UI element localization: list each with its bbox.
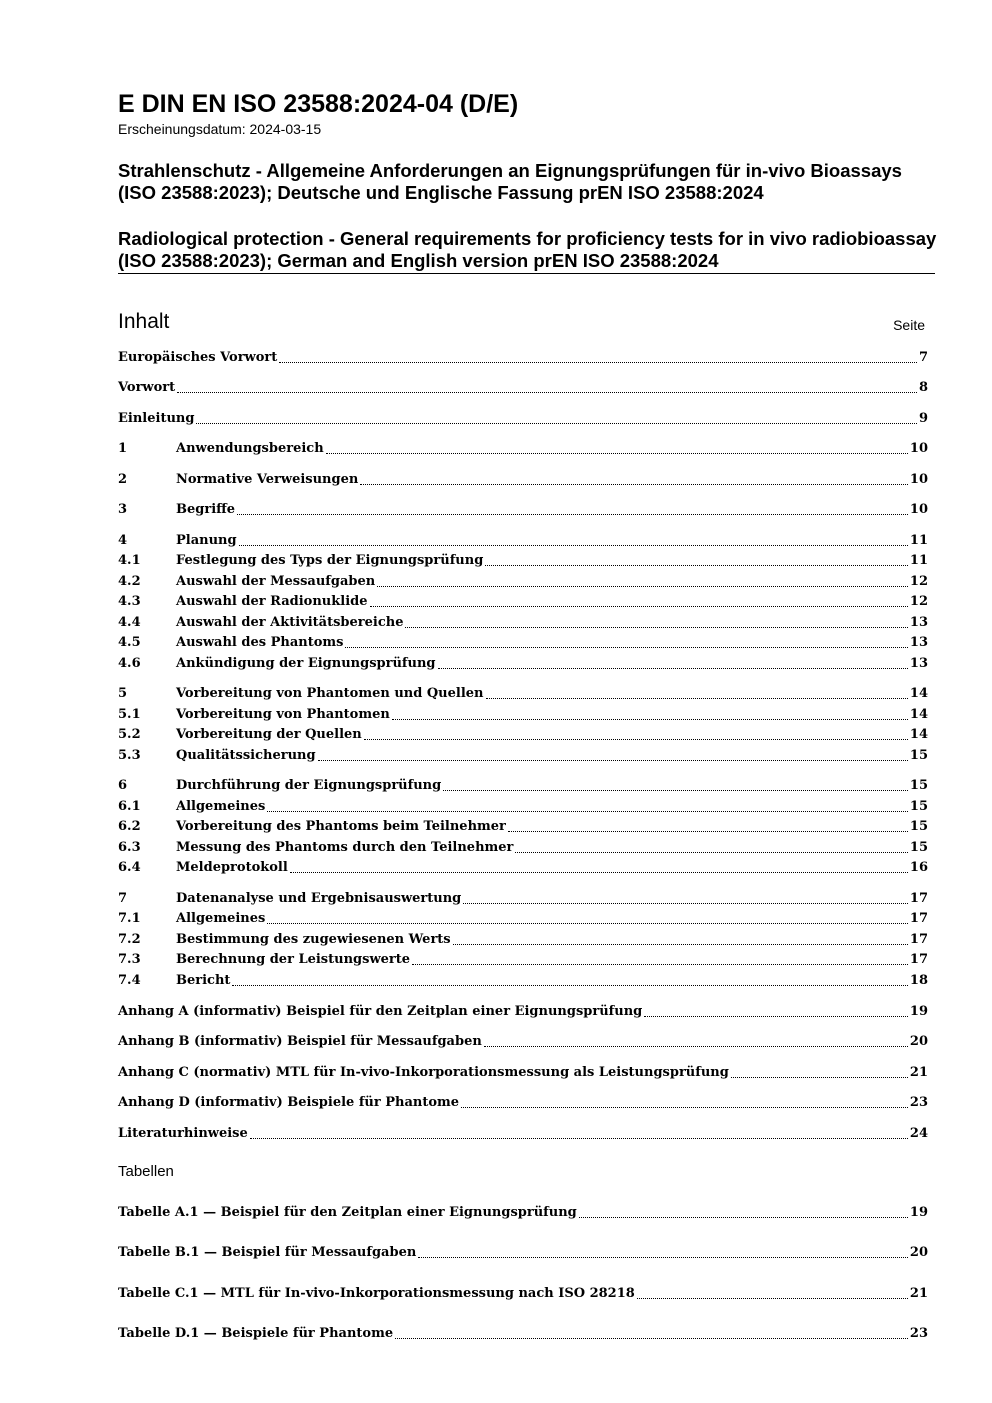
dot-leader: [377, 586, 908, 587]
toc-entry[interactable]: [118, 888, 928, 908]
toc-entry[interactable]: [118, 949, 928, 969]
toc-entry[interactable]: [118, 571, 928, 591]
entry-page: 17: [909, 932, 928, 947]
german-title: Strahlenschutz - Allgemeine Anforderungen an Eignungsprüfungen für in-vivo Bioassays (ISO 23588:2023); Deutsche und Englische Fassung prEN ISO 23588:2024: [118, 160, 902, 203]
toc-entry[interactable]: [118, 1092, 928, 1112]
dot-leader: [345, 647, 907, 648]
dot-leader: [412, 964, 908, 965]
entry-number: 1: [118, 441, 128, 456]
entry-title: Vorbereitung von Phantomen und Quellen: [176, 686, 484, 701]
entry-number: 7.4: [118, 973, 141, 988]
dot-leader: [370, 606, 908, 607]
entry-page: 12: [909, 594, 928, 609]
entry-title: Durchführung der Eignungsprüfung: [176, 778, 442, 793]
toc-entry[interactable]: [118, 653, 928, 673]
entry-page: 12: [909, 574, 928, 589]
entry-page: 15: [909, 840, 928, 855]
entry-page: 13: [909, 635, 928, 650]
entry-title: Ankündigung der Eignungsprüfung: [176, 656, 436, 671]
dot-leader: [484, 1046, 908, 1047]
entry-page: 14: [909, 727, 928, 742]
publication-date: Erscheinungsdatum: 2024-03-15: [118, 121, 322, 137]
dot-leader: [418, 1257, 908, 1258]
entry-page: 19: [909, 1004, 928, 1019]
dot-leader: [250, 1138, 908, 1139]
entry-title: Vorbereitung des Phantoms beim Teilnehmer: [176, 819, 506, 834]
entry-number: 4.2: [118, 574, 141, 589]
entry-page: 14: [909, 686, 928, 701]
entry-number: 6.3: [118, 840, 141, 855]
dot-leader: [177, 392, 917, 393]
entry-title: Anwendungsbereich: [176, 441, 324, 456]
entry-title: Vorwort: [118, 380, 176, 395]
dot-leader: [515, 852, 908, 853]
entry-title: Datenanalyse und Ergebnisauswertung: [176, 891, 462, 906]
entry-title: Berechnung der Leistungswerte: [176, 952, 411, 967]
entry-title: Normative Verweisungen: [176, 472, 359, 487]
toc-entry[interactable]: [118, 550, 928, 570]
toc-entry[interactable]: [118, 1031, 928, 1051]
dot-leader: [443, 790, 908, 791]
entry-page: 20: [909, 1034, 928, 1049]
entry-page: 11: [909, 553, 928, 568]
document-title: E DIN EN ISO 23588:2024-04 (D/E): [118, 90, 519, 118]
toc-entry[interactable]: [118, 796, 928, 816]
toc-entry[interactable]: [118, 1123, 928, 1143]
toc-entry[interactable]: [118, 724, 928, 744]
entry-page: 20: [909, 1245, 928, 1260]
entry-page: 23: [909, 1326, 928, 1341]
toc-entry[interactable]: [118, 857, 928, 877]
entry-number: 2: [118, 472, 128, 487]
dot-leader: [644, 1016, 908, 1017]
toc-entry[interactable]: [118, 438, 928, 458]
entry-page: 15: [909, 748, 928, 763]
entry-title: Bestimmung des zugewiesenen Werts: [176, 932, 451, 947]
dot-leader: [267, 811, 908, 812]
entry-number: 4: [118, 533, 128, 548]
entry-page: 15: [909, 778, 928, 793]
toc-entry[interactable]: [118, 347, 928, 367]
entry-page: 13: [909, 615, 928, 630]
entry-page: 10: [909, 502, 928, 517]
dot-leader: [637, 1298, 908, 1299]
dot-leader: [579, 1217, 908, 1218]
entry-page: 23: [909, 1095, 928, 1110]
dot-leader: [508, 831, 908, 832]
entry-number: 5.3: [118, 748, 141, 763]
entry-page: 10: [909, 441, 928, 456]
entry-title: Anhang C (normativ) MTL für In-vivo-Inkorporationsmessung als Leistungsprüfung: [118, 1065, 729, 1080]
dot-leader: [453, 944, 908, 945]
entry-title: Tabelle C.1 — MTL für In-vivo-Inkorporationsmessung nach ISO 28218: [118, 1286, 635, 1301]
entry-title: Auswahl der Messaufgaben: [176, 574, 376, 589]
entry-number: 4.5: [118, 635, 141, 650]
entry-number: 5: [118, 686, 128, 701]
tables-heading: Tabellen: [118, 1163, 174, 1180]
entry-title: Anhang B (informativ) Beispiel für Messaufgaben: [118, 1034, 482, 1049]
entry-number: 6.4: [118, 860, 141, 875]
entry-page: 17: [909, 952, 928, 967]
toc-entry[interactable]: [118, 683, 928, 703]
entry-number: 7.3: [118, 952, 141, 967]
toc-page-label: Seite: [893, 317, 925, 333]
toc-heading: Inhalt: [118, 310, 170, 333]
dot-leader: [364, 739, 908, 740]
toc-entry[interactable]: [118, 530, 928, 550]
entry-number: 5.1: [118, 707, 141, 722]
entry-page: 17: [909, 911, 928, 926]
entry-page: 10: [909, 472, 928, 487]
toc-entry[interactable]: [118, 908, 928, 928]
entry-number: 3: [118, 502, 128, 517]
dot-leader: [485, 565, 908, 566]
entry-page: 13: [909, 656, 928, 671]
dot-leader: [279, 362, 917, 363]
entry-title: Auswahl der Aktivitätsbereiche: [176, 615, 404, 630]
table-entry[interactable]: [118, 1323, 928, 1343]
entry-page: 21: [909, 1065, 928, 1080]
entry-number: 7.1: [118, 911, 141, 926]
entry-number: 7: [118, 891, 128, 906]
toc-entry[interactable]: [118, 377, 928, 397]
dot-leader: [486, 698, 908, 699]
english-title: Radiological protection - General requirements for proficiency tests for in vivo radiobioassay (ISO 23588:2023); German and English version prEN ISO 23588:2024: [118, 228, 937, 271]
entry-title: Vorbereitung von Phantomen: [176, 707, 390, 722]
toc-entry[interactable]: [118, 1001, 928, 1021]
entry-page: 8: [918, 380, 928, 395]
dot-leader: [405, 627, 907, 628]
entry-page: 18: [909, 973, 928, 988]
entry-number: 5.2: [118, 727, 141, 742]
toc-entry[interactable]: [118, 704, 928, 724]
dot-leader: [461, 1107, 908, 1108]
dot-leader: [438, 668, 908, 669]
toc-entry[interactable]: [118, 837, 928, 857]
dot-leader: [290, 872, 908, 873]
entry-page: 11: [909, 533, 928, 548]
entry-page: 14: [909, 707, 928, 722]
entry-title: Auswahl des Phantoms: [176, 635, 344, 650]
entry-title: Anhang D (informativ) Beispiele für Phantome: [118, 1095, 460, 1110]
dot-leader: [239, 545, 908, 546]
toc-entry[interactable]: [118, 929, 928, 949]
entry-number: 4.6: [118, 656, 141, 671]
dot-leader: [731, 1077, 908, 1078]
entry-title: Tabelle D.1 — Beispiele für Phantome: [118, 1326, 394, 1341]
entry-title: Messung des Phantoms durch den Teilnehmer: [176, 840, 514, 855]
entry-page: 9: [918, 411, 928, 426]
dot-leader: [196, 423, 917, 424]
entry-title: Vorbereitung der Quellen: [176, 727, 362, 742]
dot-leader: [392, 719, 908, 720]
table-entry[interactable]: [118, 1202, 928, 1222]
entry-number: 7.2: [118, 932, 141, 947]
toc-entry[interactable]: [118, 499, 928, 519]
dot-leader: [318, 760, 908, 761]
toc-entry[interactable]: [118, 469, 928, 489]
entry-page: 19: [909, 1205, 928, 1220]
entry-page: 24: [909, 1126, 928, 1141]
entry-title: Planung: [176, 533, 237, 548]
entry-title: Tabelle B.1 — Beispiel für Messaufgaben: [118, 1245, 417, 1260]
entry-title: Literaturhinweise: [118, 1126, 248, 1141]
entry-title: Meldeprotokoll: [176, 860, 288, 875]
dot-leader: [463, 903, 908, 904]
entry-number: 6.2: [118, 819, 141, 834]
entry-page: 7: [918, 350, 928, 365]
entry-title: Auswahl der Radionuklide: [176, 594, 368, 609]
toc-entry[interactable]: [118, 816, 928, 836]
dot-leader: [232, 985, 907, 986]
toc-entry[interactable]: [118, 591, 928, 611]
entry-number: 4.4: [118, 615, 141, 630]
dot-leader: [326, 453, 908, 454]
entry-page: 16: [909, 860, 928, 875]
entry-number: 4.1: [118, 553, 141, 568]
toc-entry[interactable]: [118, 612, 928, 632]
toc-entry[interactable]: [118, 745, 928, 765]
entry-page: 15: [909, 799, 928, 814]
entry-page: 17: [909, 891, 928, 906]
dot-leader: [267, 923, 908, 924]
entry-title: Allgemeines: [176, 799, 266, 814]
entry-number: 6.1: [118, 799, 141, 814]
entry-number: 6: [118, 778, 128, 793]
entry-title: Begriffe: [176, 502, 236, 517]
entry-title: Bericht: [176, 973, 231, 988]
entry-title: Festlegung des Typs der Eignungsprüfung: [176, 553, 484, 568]
title-underline: [118, 273, 935, 274]
entry-title: Einleitung: [118, 411, 195, 426]
entry-number: 4.3: [118, 594, 141, 609]
toc-entry[interactable]: [118, 775, 928, 795]
dot-leader: [237, 514, 908, 515]
dot-leader: [360, 484, 908, 485]
entry-title: Qualitätssicherung: [176, 748, 316, 763]
toc-entry[interactable]: [118, 632, 928, 652]
table-entry[interactable]: [118, 1242, 928, 1262]
entry-title: Tabelle A.1 — Beispiel für den Zeitplan einer Eignungsprüfung: [118, 1205, 577, 1220]
toc-entry[interactable]: [118, 408, 928, 428]
entry-title: Europäisches Vorwort: [118, 350, 278, 365]
entry-title: Allgemeines: [176, 911, 266, 926]
entry-page: 21: [909, 1286, 928, 1301]
toc-entry[interactable]: [118, 1062, 928, 1082]
entry-page: 15: [909, 819, 928, 834]
toc-entry[interactable]: [118, 970, 928, 990]
dot-leader: [395, 1338, 908, 1339]
entry-title: Anhang A (informativ) Beispiel für den Zeitplan einer Eignungsprüfung: [118, 1004, 643, 1019]
table-entry[interactable]: [118, 1283, 928, 1303]
